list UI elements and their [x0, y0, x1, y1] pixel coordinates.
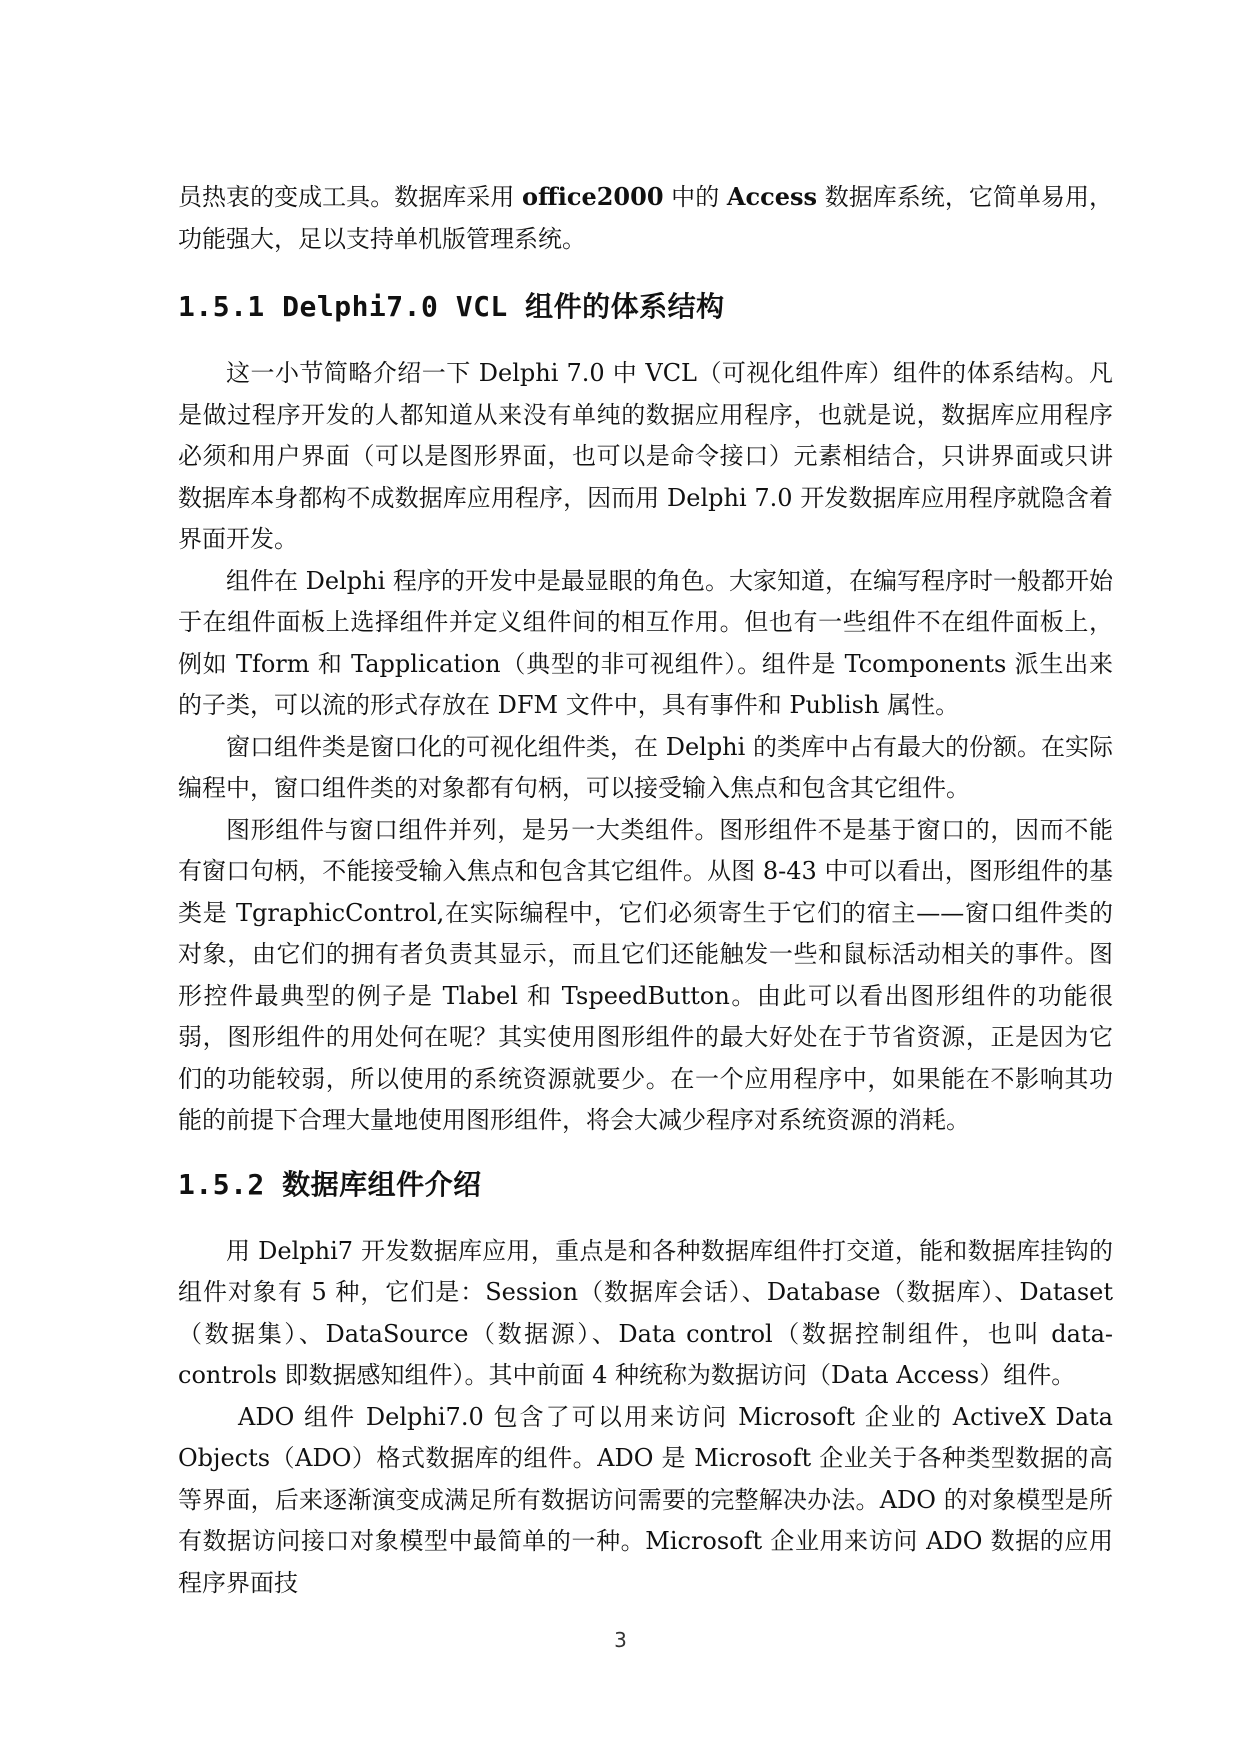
- intro-access: Access: [726, 182, 818, 211]
- paragraph-vcl-3: 窗口组件类是窗口化的可视化组件类，在 Delphi 的类库中占有最大的份额。在实际编程中，窗口组件类的对象都有句柄，可以接受输入焦点和包含其它组件。: [178, 732, 1113, 802]
- intro-text-c: 中的: [663, 183, 727, 211]
- intro-text-e: 数据库系统，它简单易用，功能强大，足以支持单机版管理系统。: [178, 183, 1113, 253]
- paragraph-db-2: ADO 组件 Delphi7.0 包含了可以用来访问 Microsoft 企业的 ActiveX Data Objects（ADO）格式数据库的组件。ADO 是 Microsoft 企业关于各种类型数据的高等界面，后来逐渐演变成满足所有数据访问需要的完整解决办法。ADO 的对象模型是所有数据访问接口对象模型中最简单的一种。Microsoft 企业用来访问 ADO 数据的应用程序界面技: [178, 1402, 1113, 1597]
- document-body: [178, 176, 1113, 1604]
- intro-office2000: office2000: [522, 182, 664, 211]
- section-heading-1-5-1: 1.5.1 Delphi7.0 VCL 组件的体系结构: [178, 290, 725, 323]
- section-heading-1-5-2: 1.5.2 数据库组件介绍: [178, 1167, 482, 1201]
- page-number: 3: [614, 1628, 627, 1652]
- intro-text-a: 员热衷的变成工具。数据库采用: [178, 183, 523, 211]
- paragraph-intro: [178, 176, 1113, 260]
- paragraph-db-1: 用 Delphi7 开发数据库应用，重点是和各种数据库组件打交道，能和数据库挂钩的组件对象有 5 种，它们是：Session（数据库会话）、Database（数据库）、Dataset（数据集）、DataSource（数据源）、Data control（数据控制组件，也叫 data-controls 即数据感知组件）。其中前面 4 种统称为数据访问（Data Access）组件。: [178, 1236, 1113, 1389]
- paragraph-vcl-2: 组件在 Delphi 程序的开发中是最显眼的角色。大家知道，在编写程序时一般都开始于在组件面板上选择组件并定义组件间的相互作用。但也有一些组件不在组件面板上，例如 Tform 和 Tapplication（典型的非可视组件）。组件是 Tcomponents 派生出来的子类，可以流的形式存放在 DFM 文件中，具有事件和 Publish 属性。: [178, 566, 1113, 719]
- paragraph-vcl-4: 图形组件与窗口组件并列，是另一大类组件。图形组件不是基于窗口的，因而不能有窗口句柄，不能接受输入焦点和包含其它组件。从图 8-43 中可以看出，图形组件的基类是 TgraphicControl,在实际编程中，它们必须寄生于它们的宿主——窗口组件类的对象，由它们的拥有者负责其显示，而且它们还能触发一些和鼠标活动相关的事件。图形控件最典型的例子是 Tlabel 和 TspeedButton。由此可以看出图形组件的功能很弱，图形组件的用处何在呢？其实使用图形组件的最大好处在于节省资源，正是因为它们的功能较弱，所以使用的系统资源就要少。在一个应用程序中，如果能在不影响其功能的前提下合理大量地使用图形组件，将会大减少程序对系统资源的消耗。: [178, 815, 1113, 1134]
- paragraph-vcl-1: 这一小节简略介绍一下 Delphi 7.0 中 VCL（可视化组件库）组件的体系结构。凡是做过程序开发的人都知道从来没有单纯的数据应用程序，也就是说，数据库应用程序必须和用户界面（可以是图形界面，也可以是命令接口）元素相结合，只讲界面或只讲数据库本身都构不成数据库应用程序，因而用 Delphi 7.0 开发数据库应用程序就隐含着界面开发。: [178, 359, 1113, 553]
